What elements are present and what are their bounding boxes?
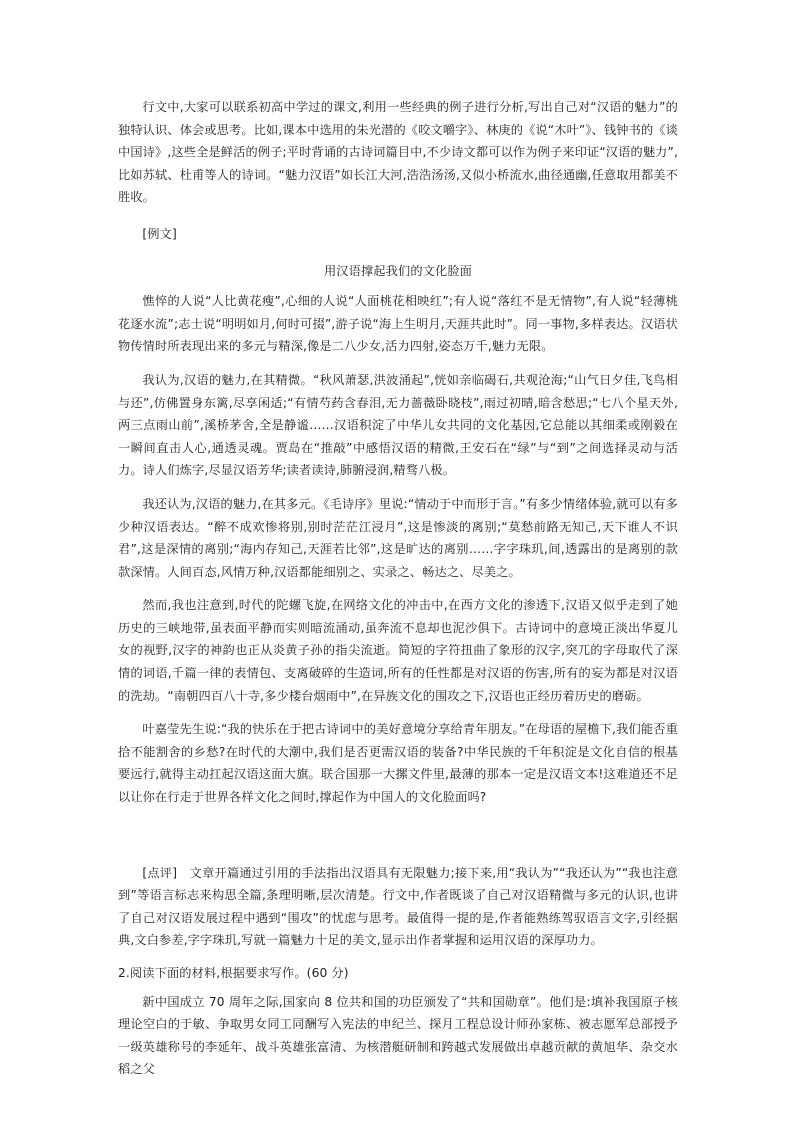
review-paragraph: [点评] 文章开篇通过引用的手法指出汉语具有无限魅力;接下来,用“我认为”“我还认为”“我也注意到”等语言标志来构思全篇,条理明晰,层次清楚。行文中,作者既谈了自己对汉语精微与多元的认识,也讲了自己对汉语发展过程中遇到“围攻”的忧虑与思考。最值得一提的是,作者能熟练驾驭语言文字,引经据典,文白参差,字字珠玑,写就一篇魅力十足的美文,显示出作者掌握和运用汉语的深厚功力。 <box>118 865 678 948</box>
example-label: [例文] <box>142 226 177 241</box>
essay-paragraph-3: 我还认为,汉语的魅力,在其多元。《毛诗序》里说:“情动于中而形于言。”有多少情绪体验,就可以有多少种汉语表达。“醉不成欢惨将别,别时茫茫江浸月”,这是惨淡的离别;“莫愁前路无知己,天下谁人不识君”,这是深情的离别;“海内存知己,天涯若比邻”,这是旷达的离别……字字珠玑,间,透露出的是离别的款款深情。人间百态,风情万种,汉语都能细别之、实录之、畅达之、尽美之。 <box>118 496 678 579</box>
essay-paragraph-4: 然而,我也注意到,时代的陀螺飞旋,在网络文化的冲击中,在西方文化的渗透下,汉语又似乎走到了她历史的三峡地带,虽表面平静而实则暗流涌动,虽奔流不息却也泥沙俱下。古诗词中的意境正淡出华夏儿女的视野,汉字的神韵也正从炎黄子孙的指尖流逝。简短的字符扭曲了象形的汉字,突兀的字母取代了深情的词语,千篇一律的表情包、支离破碎的生造词,所有的任性都是对汉语的伤害,所有的妄为都是对汉语的洗劫。“南朝四百八十寺,多少楼台烟雨中”,在异族文化的围攻之下,汉语也正经历着历史的磨砺。 <box>118 598 678 703</box>
essay-paragraph-5: 叶嘉莹先生说:“我的快乐在于把古诗词中的美好意境分享给青年朋友。”在母语的屋檐下,我们能否重拾不能割舍的乡愁?在时代的大潮中,我们是否更需汉语的装备?中华民族的千年积淀是文化自信的根基要远行,就得主动扛起汉语这面大旗。联合国那一大摞文件里,最薄的那本一定是汉语文本!这难道还不足以让你在行走于世界各样文化之间时,撑起作为中国人的文化脸面吗? <box>118 722 678 805</box>
essay-title: 用汉语撑起我们的文化脸面 <box>323 263 473 278</box>
question-heading: 2.阅读下面的材料,根据要求写作。(60 分) <box>118 966 349 980</box>
material-paragraph: 新中国成立 70 周年之际,国家向 8 位共和国的功臣颁发了“共和国勋章”。他们是:填补我国原子核理论空白的于敏、争取男女同工同酬写入宪法的申纪兰、探月工程总设计师孙家栋、被志愿军总部授予一级英雄称号的李延年、战斗英雄张富清、为核潜艇研制和跨越式发展做出卓越贡献的黄旭华、杂交水稻之父 <box>118 994 678 1077</box>
intro-paragraph: 行文中,大家可以联系初高中学过的课文,利用一些经典的例子进行分析,写出自己对“汉语的魅力”的独特认识、体会或思考。比如,课本中选用的朱光潜的《咬文嚼字》、林庚的《说“木叶”》、钱钟书的《谈中国诗》,这些全是鲜活的例子;平时背诵的古诗词篇目中,不少诗文都可以作为例子来印证“汉语的魅力”,比如苏轼、杜甫等人的诗词。“魅力汉语”如长江大河,浩浩汤汤,又似小桥流水,曲径通幽,任意取用都美不胜收。 <box>118 100 678 205</box>
essay-paragraph-1: 憔悴的人说“人比黄花瘦”,心细的人说“人面桃花相映红”;有人说“落红不是无情物”,有人说“轻薄桃花逐水流”;志士说“明明如月,何时可掇”,游子说“海上生明月,天涯共此时”。同一事物,多样表达。汉语状物传情时所表现出来的多元与精深,像是二八少女,活力四射,姿态万千,魅力无限。 <box>118 294 678 354</box>
section-spacer <box>118 820 678 862</box>
essay-paragraph-2: 我认为,汉语的魅力,在其精微。“秋风萧瑟,洪波涌起”,恍如亲临碣石,共观沧海;“山气日夕佳,飞鸟相与还”,仿佛置身东篱,尽享闲适;“有情芍药含春泪,无力蔷薇卧晓枝”,雨过初晴,暗含愁思;“七八个星天外,两三点雨山前”,溪桥茅舍,全是静谧……汉语积淀了中华儿女共同的文化基因,它总能以其细柔或刚毅在一瞬间直击人心,通透灵魂。贾岛在“推敲”中感悟汉语的精微,王安石在“绿”与“到”之间选择灵动与活力。诗人们炼字,尽显汉语芳华;读者读诗,肺腑浸润,精骛八极。 <box>118 372 678 478</box>
